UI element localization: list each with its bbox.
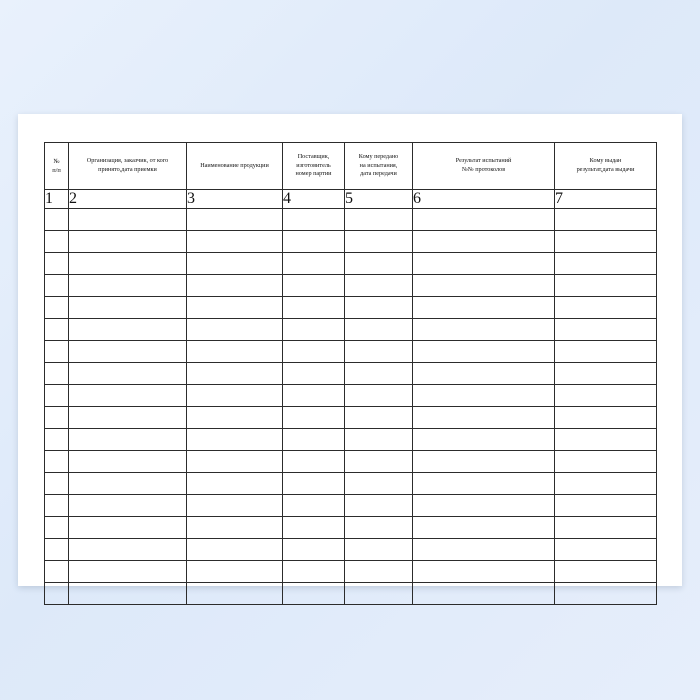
table-cell[interactable] — [187, 539, 283, 561]
table-row — [45, 297, 657, 319]
table-cell[interactable] — [45, 319, 69, 341]
table-row — [45, 583, 657, 605]
header-line: №№ протоколов — [461, 166, 506, 173]
table-cell[interactable] — [555, 429, 657, 451]
table-cell[interactable] — [45, 451, 69, 473]
table-header — [45, 143, 657, 209]
table-cell[interactable] — [413, 385, 555, 407]
column-number: 1 — [45, 190, 69, 209]
table-cell[interactable] — [555, 473, 657, 495]
table-cell[interactable] — [555, 319, 657, 341]
table-cell[interactable] — [283, 583, 345, 605]
table-cell[interactable] — [45, 583, 69, 605]
header-line: принято,дата приемки — [98, 166, 157, 173]
table-cell[interactable] — [345, 319, 413, 341]
table-cell[interactable] — [187, 561, 283, 583]
table-cell[interactable] — [413, 583, 555, 605]
table-row — [45, 253, 657, 275]
table-cell[interactable] — [187, 429, 283, 451]
table-cell[interactable] — [345, 341, 413, 363]
header-line: Кому выдан — [589, 157, 622, 165]
table-cell[interactable] — [69, 451, 187, 473]
header-line: № — [53, 157, 60, 165]
table-cell[interactable] — [45, 473, 69, 495]
header-line: Поставщик, — [297, 152, 330, 160]
table-cell[interactable] — [413, 451, 555, 473]
table-row — [45, 473, 657, 495]
table-cell[interactable] — [413, 407, 555, 429]
table-cell[interactable] — [283, 231, 345, 253]
table-cell[interactable] — [283, 275, 345, 297]
table-cell[interactable] — [555, 583, 657, 605]
table-cell[interactable] — [345, 275, 413, 297]
table-cell[interactable] — [413, 517, 555, 539]
table-cell[interactable] — [69, 473, 187, 495]
header-line: изготовитель — [296, 161, 331, 169]
table-cell[interactable] — [555, 209, 657, 231]
table-cell[interactable] — [187, 451, 283, 473]
table-cell[interactable] — [69, 495, 187, 517]
table-cell[interactable] — [555, 451, 657, 473]
table-cell[interactable] — [69, 539, 187, 561]
table-cell[interactable] — [283, 385, 345, 407]
table-cell[interactable] — [345, 517, 413, 539]
table-row — [45, 561, 657, 583]
table-cell[interactable] — [45, 561, 69, 583]
table-cell[interactable] — [555, 341, 657, 363]
column-number: 3 — [187, 190, 283, 209]
table-row — [45, 451, 657, 473]
table-cell[interactable] — [283, 319, 345, 341]
table-cell[interactable] — [345, 407, 413, 429]
table-cell[interactable] — [69, 297, 187, 319]
table-cell[interactable] — [187, 583, 283, 605]
table-cell[interactable] — [45, 253, 69, 275]
table-cell[interactable] — [69, 319, 187, 341]
table-cell[interactable] — [69, 363, 187, 385]
table-cell[interactable] — [187, 363, 283, 385]
table-cell[interactable] — [187, 407, 283, 429]
column-number-row — [45, 190, 657, 209]
table-row — [45, 385, 657, 407]
header-line: на испытания, — [359, 161, 398, 169]
table-row — [45, 319, 657, 341]
table-cell[interactable] — [187, 341, 283, 363]
table-cell[interactable] — [345, 561, 413, 583]
table-cell[interactable] — [555, 561, 657, 583]
table-cell[interactable] — [45, 429, 69, 451]
table-cell[interactable] — [555, 385, 657, 407]
column-number: 5 — [345, 190, 413, 209]
table-cell[interactable] — [283, 297, 345, 319]
table-cell[interactable] — [413, 495, 555, 517]
table-cell[interactable] — [283, 473, 345, 495]
header-cell-product-name — [187, 143, 283, 190]
table-row — [45, 429, 657, 451]
table-cell[interactable] — [345, 209, 413, 231]
header-line: результат,дата выдачи — [576, 166, 635, 173]
table-cell[interactable] — [555, 231, 657, 253]
table-container — [44, 142, 656, 605]
header-line: п/п — [52, 167, 61, 174]
table-cell[interactable] — [345, 473, 413, 495]
table-cell[interactable] — [555, 539, 657, 561]
table-cell[interactable] — [345, 539, 413, 561]
table-cell[interactable] — [69, 231, 187, 253]
header-line: Кому передано — [358, 152, 399, 160]
table-cell[interactable] — [45, 385, 69, 407]
table-cell[interactable] — [555, 517, 657, 539]
table-cell[interactable] — [283, 407, 345, 429]
table-cell[interactable] — [187, 517, 283, 539]
table-cell[interactable] — [555, 253, 657, 275]
table-row — [45, 275, 657, 297]
table-cell[interactable] — [69, 385, 187, 407]
document-page — [18, 114, 682, 586]
header-line: Результат испытаний — [455, 157, 512, 165]
table-cell[interactable] — [345, 583, 413, 605]
table-row — [45, 517, 657, 539]
table-cell[interactable] — [555, 275, 657, 297]
table-cell[interactable] — [45, 407, 69, 429]
table-cell[interactable] — [45, 517, 69, 539]
table-cell[interactable] — [413, 319, 555, 341]
table-cell[interactable] — [345, 231, 413, 253]
header-cell-supplier — [283, 143, 345, 190]
table-cell[interactable] — [187, 209, 283, 231]
table-cell[interactable] — [187, 275, 283, 297]
table-cell[interactable] — [69, 341, 187, 363]
table-cell[interactable] — [413, 209, 555, 231]
table-cell[interactable] — [345, 363, 413, 385]
table-cell[interactable] — [69, 429, 187, 451]
table-cell[interactable] — [69, 517, 187, 539]
table-cell[interactable] — [283, 341, 345, 363]
table-cell[interactable] — [45, 539, 69, 561]
table-cell[interactable] — [555, 407, 657, 429]
table-cell[interactable] — [413, 297, 555, 319]
table-cell[interactable] — [345, 495, 413, 517]
header-line: Наименование продукции — [200, 161, 269, 169]
table-cell[interactable] — [413, 363, 555, 385]
table-cell[interactable] — [45, 297, 69, 319]
column-number: 2 — [69, 190, 187, 209]
column-number: 6 — [413, 190, 555, 209]
header-line: дата передачи — [360, 170, 397, 178]
table-cell[interactable] — [413, 561, 555, 583]
table-cell[interactable] — [413, 539, 555, 561]
header-row — [45, 143, 657, 190]
table-cell[interactable] — [45, 231, 69, 253]
table-cell[interactable] — [283, 517, 345, 539]
table-cell[interactable] — [413, 253, 555, 275]
table-row — [45, 495, 657, 517]
table-cell[interactable] — [283, 363, 345, 385]
table-cell[interactable] — [69, 253, 187, 275]
table-row — [45, 231, 657, 253]
table-cell[interactable] — [187, 297, 283, 319]
table-cell[interactable] — [45, 275, 69, 297]
table-cell[interactable] — [283, 253, 345, 275]
table-cell[interactable] — [283, 429, 345, 451]
table-cell[interactable] — [413, 473, 555, 495]
table-row — [45, 341, 657, 363]
table-cell[interactable] — [283, 561, 345, 583]
header-line: Организация, заказчик, от кого — [86, 157, 169, 165]
registration-table — [44, 142, 657, 605]
table-cell[interactable] — [283, 451, 345, 473]
table-cell[interactable] — [283, 209, 345, 231]
table-cell[interactable] — [187, 319, 283, 341]
header-cell-test-results — [413, 143, 555, 190]
table-cell[interactable] — [69, 407, 187, 429]
table-cell[interactable] — [69, 275, 187, 297]
table-row — [45, 363, 657, 385]
header-cell-number — [45, 143, 69, 190]
table-cell[interactable] — [413, 231, 555, 253]
table-cell[interactable] — [345, 451, 413, 473]
table-cell[interactable] — [45, 209, 69, 231]
table-cell[interactable] — [555, 297, 657, 319]
table-cell[interactable] — [345, 429, 413, 451]
table-cell[interactable] — [69, 209, 187, 231]
table-cell[interactable] — [69, 561, 187, 583]
table-cell[interactable] — [187, 253, 283, 275]
table-cell[interactable] — [345, 297, 413, 319]
table-row — [45, 539, 657, 561]
header-cell-issued-to — [555, 143, 657, 190]
table-cell[interactable] — [187, 231, 283, 253]
table-body — [45, 209, 657, 605]
table-row — [45, 209, 657, 231]
column-number: 4 — [283, 190, 345, 209]
table-cell[interactable] — [69, 583, 187, 605]
table-cell[interactable] — [187, 473, 283, 495]
table-cell[interactable] — [187, 495, 283, 517]
table-cell[interactable] — [45, 495, 69, 517]
column-number: 7 — [555, 190, 657, 209]
table-row — [45, 407, 657, 429]
table-cell[interactable] — [345, 385, 413, 407]
table-cell[interactable] — [413, 275, 555, 297]
table-cell[interactable] — [413, 429, 555, 451]
table-cell[interactable] — [45, 341, 69, 363]
table-cell[interactable] — [555, 495, 657, 517]
table-cell[interactable] — [45, 363, 69, 385]
header-cell-organization — [69, 143, 187, 190]
table-cell[interactable] — [413, 341, 555, 363]
header-line: номер партии — [295, 170, 332, 178]
table-cell[interactable] — [283, 539, 345, 561]
header-cell-transferred-to — [345, 143, 413, 190]
table-cell[interactable] — [555, 363, 657, 385]
table-cell[interactable] — [187, 385, 283, 407]
table-cell[interactable] — [345, 253, 413, 275]
table-cell[interactable] — [283, 495, 345, 517]
